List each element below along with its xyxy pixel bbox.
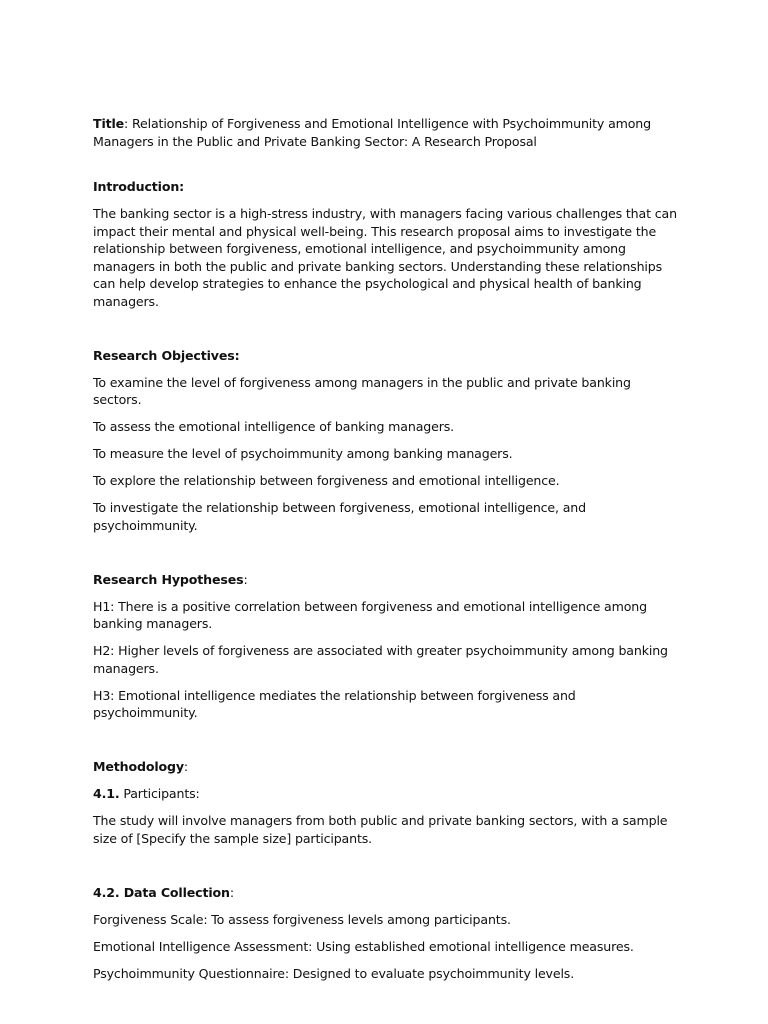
title-text: Relationship of Forgiveness and Emotional Intelligence with Psychoimmunity among Managers in the Public and Private Banking Sector: A Research Proposal bbox=[93, 116, 651, 149]
data-collection-heading-colon: : bbox=[229, 884, 234, 900]
spacer bbox=[93, 150, 678, 178]
hypotheses-heading-label: Research Hypotheses bbox=[93, 571, 244, 587]
objective-item: To measure the level of psychoimmunity among banking managers. bbox=[93, 446, 513, 461]
objective-item: To examine the level of forgiveness among managers in the public and private banking sectors. bbox=[93, 374, 631, 407]
data-collection-item: Psychoimmunity Questionnaire: Designed to evaluate psychoimmunity levels. bbox=[93, 965, 575, 981]
data-collection-item: Forgiveness Scale: To assess forgiveness levels among participants. bbox=[93, 911, 511, 927]
hypotheses-heading bbox=[93, 571, 678, 589]
title-separator: : bbox=[124, 116, 132, 131]
spacer bbox=[93, 544, 678, 571]
spacer bbox=[93, 857, 678, 884]
objective-item: To investigate the relationship between forgiveness, emotional intelligence, and psychoimmunity. bbox=[93, 500, 586, 533]
participants-body: The study will involve managers from both public and private banking sectors, with a sample size of [Specify the sample size] participants. bbox=[93, 813, 668, 846]
spacer bbox=[93, 320, 678, 347]
data-collection-heading bbox=[93, 884, 678, 902]
document-page bbox=[93, 115, 678, 992]
data-collection-heading-label: 4.2. Data Collection bbox=[93, 884, 230, 900]
introduction-heading: Introduction: bbox=[93, 179, 185, 194]
objectives-heading: Research Objectives: bbox=[93, 347, 240, 363]
introduction-body: The banking sector is a high-stress industry, with managers facing various challenges that can impact their mental and physical well-being. This research proposal aims to investigate the relationship between forgiveness, emotional intelligence, and psychoimmunity among managers in both the public and private banking sectors. Understanding these relationships can help develop strategies to enhance the psychological and physical health of banking managers. bbox=[93, 206, 677, 309]
participants-label: Participants: bbox=[119, 786, 200, 801]
participants-number: 4.1. bbox=[93, 786, 120, 801]
document-title bbox=[93, 115, 678, 150]
participants-heading bbox=[93, 785, 678, 803]
methodology-heading-colon: : bbox=[183, 759, 189, 774]
title-label: Title bbox=[93, 116, 125, 131]
hypothesis-item: H1: There is a positive correlation between forgiveness and emotional intelligence among banking managers. bbox=[93, 598, 647, 631]
methodology-heading bbox=[93, 758, 678, 776]
data-collection-item: Emotional Intelligence Assessment: Using established emotional intelligence measures. bbox=[93, 938, 634, 954]
methodology-heading-label: Methodology bbox=[93, 759, 184, 774]
hypothesis-item: H2: Higher levels of forgiveness are associated with greater psychoimmunity among banking managers. bbox=[93, 643, 668, 676]
spacer bbox=[93, 731, 678, 758]
hypothesis-item: H3: Emotional intelligence mediates the relationship between forgiveness and psychoimmunity. bbox=[93, 687, 576, 720]
objective-item: To explore the relationship between forgiveness and emotional intelligence. bbox=[93, 473, 560, 488]
hypotheses-heading-colon: : bbox=[243, 571, 248, 587]
objective-item: To assess the emotional intelligence of banking managers. bbox=[93, 419, 454, 434]
